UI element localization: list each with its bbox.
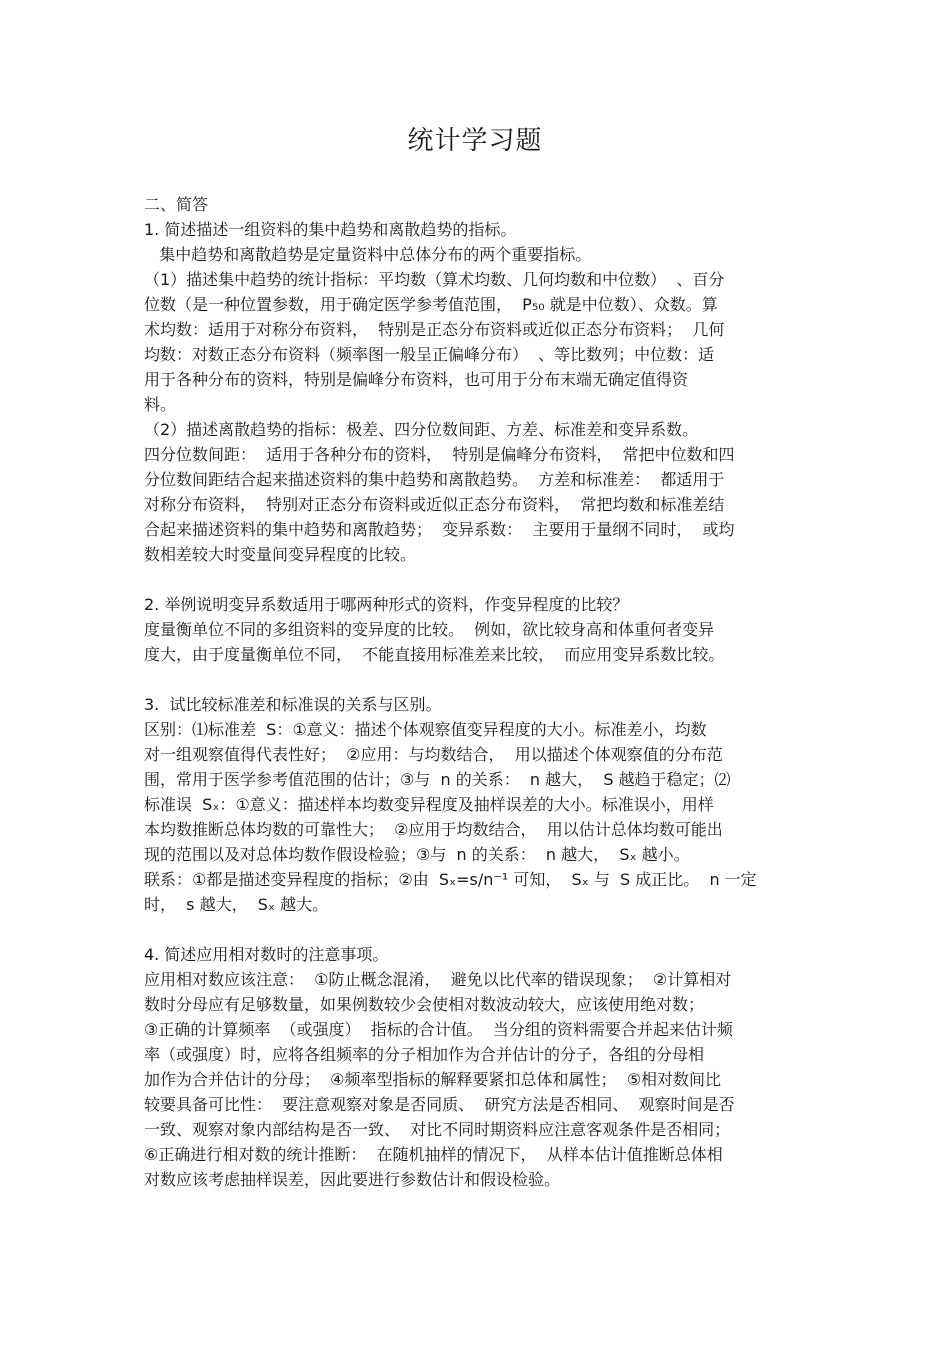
q3-line: 区别：⑴标准差 S：①意义：描述个体观察值变异程度的大小。标准差小，均数: [144, 720, 707, 739]
q1-line: 术均数：适用于对称分布资料， 特别是正态分布资料或近似正态分布资料； 几何: [144, 320, 725, 339]
q1-line: （2）描述离散趋势的指标：极差、四分位数间距、方差、标准差和变异系数。: [144, 420, 699, 439]
q4-line: 较要具备可比性： 要注意观察对象是否同质、 研究方法是否相同、 观察时间是否: [144, 1095, 735, 1114]
q3-line: 联系：①都是描述变异程度的指标；②由 Sₓ=s/n⁻¹ 可知， Sₓ 与 S 成正比。 n 一定: [144, 870, 757, 889]
q3-line: 对一组观察值得代表性好； ②应用：与均数结合， 用以描述个体观察值的分布范: [144, 745, 723, 764]
q3-line: 3. 试比较标准差和标准误的关系与区别。: [144, 695, 442, 714]
q4-line: 一致、观察对象内部结构是否一致、 对比不同时期资料应注意客观条件是否相同；: [144, 1120, 731, 1139]
q1-line: 用于各种分布的资料，特别是偏峰分布资料，也可用于分布末端无确定值得资: [144, 370, 689, 389]
q1-line: 1. 简述描述一组资料的集中趋势和离散趋势的指标。: [144, 220, 517, 239]
q4-line: 4. 简述应用相对数时的注意事项。: [144, 945, 389, 964]
q4-line: 应用相对数应该注意： ①防止概念混淆， 避免以比代率的错误现象； ②计算相对: [144, 970, 732, 989]
q2-line: 度大，由于度量衡单位不同， 不能直接用标准差来比较， 而应用变异系数比较。: [144, 645, 725, 664]
q3-line: 现的范围以及对总体均数作假设检验；③与 n 的关系： n 越大， Sₓ 越小。: [144, 845, 690, 864]
q4-line: 数时分母应有足够数量，如果例数较少会使相对数波动较大，应该使用绝对数；: [144, 995, 705, 1014]
q4-line: ⑥正确进行相对数的统计推断： 在随机抽样的情况下， 从样本估计值推断总体相: [144, 1145, 723, 1164]
q1-line: 集中趋势和离散趋势是定量资料中总体分布的两个重要指标。: [144, 245, 592, 264]
q4-line: 加作为合并估计的分母； ④频率型指标的解释要紧扣总体和属性； ⑤相对数间比: [144, 1070, 722, 1089]
q1-line: 对称分布资料， 特别对正态分布资料或近似正态分布资料， 常把均数和标准差结: [144, 495, 725, 514]
document-body: [144, 192, 812, 1192]
question-3: [144, 692, 812, 917]
q1-line: 分位数间距结合起来描述资料的集中趋势和离散趋势。 方差和标准差： 都适用于: [144, 470, 725, 489]
q1-line: （1）描述集中趋势的统计指标：平均数（算术均数、几何均数和中位数） 、百分: [144, 270, 725, 289]
paragraph-spacer: [144, 567, 812, 592]
q3-line: 本均数推断总体均数的可靠性大； ②应用于均数结合， 用以估计总体均数可能出: [144, 820, 723, 839]
q3-line: 标准误 Sₓ：①意义：描述样本均数变异程度及抽样误差的大小。标准误小，用样: [144, 795, 714, 814]
document-title: 统计学习题: [407, 126, 543, 156]
paragraph-spacer: [144, 667, 812, 692]
q4-line: ③正确的计算频率 （或强度） 指标的合计值。 当分组的资料需要合并起来估计频: [144, 1020, 733, 1039]
question-1: [144, 217, 812, 567]
q4-line: 对数应该考虑抽样误差，因此要进行参数估计和假设检验。: [144, 1170, 561, 1189]
q4-line: 率（或强度）时，应将各组频率的分子相加作为合并估计的分子，各组的分母相: [144, 1045, 705, 1064]
q1-line: 料。: [144, 395, 177, 414]
q1-line: 四分位数间距： 适用于各种分布的资料， 特别是偏峰分布资料， 常把中位数和四: [144, 445, 735, 464]
question-4: [144, 942, 812, 1192]
q2-line: 度量衡单位不同的多组资料的变异度的比较。 例如，欲比较身高和体重何者变异: [144, 620, 715, 639]
q3-line: 时， s 越大， Sₓ 越大。: [144, 895, 329, 914]
paragraph-spacer: [144, 917, 812, 942]
question-2: [144, 592, 812, 667]
q1-line: 合起来描述资料的集中趋势和离散趋势； 变异系数： 主要用于量纲不同时， 或均: [144, 520, 735, 539]
q1-line: 位数（是一种位置参数，用于确定医学参考值范围， P₅₀ 就是中位数）、众数。算: [144, 295, 718, 314]
q1-line: 数相差较大时变量间变异程度的比较。: [144, 545, 417, 564]
section-heading: 二、简答: [144, 195, 209, 214]
q2-line: 2. 举例说明变异系数适用于哪两种形式的资料，作变异程度的比较？: [144, 595, 629, 614]
q1-line: 均数：对数正态分布资料（频率图一般呈正偏峰分布） 、等比数列；中位数：适: [144, 345, 715, 364]
q3-line: 围，常用于医学参考值范围的估计；③与 n 的关系： n 越大， S 越趋于稳定；⑵: [144, 770, 731, 789]
